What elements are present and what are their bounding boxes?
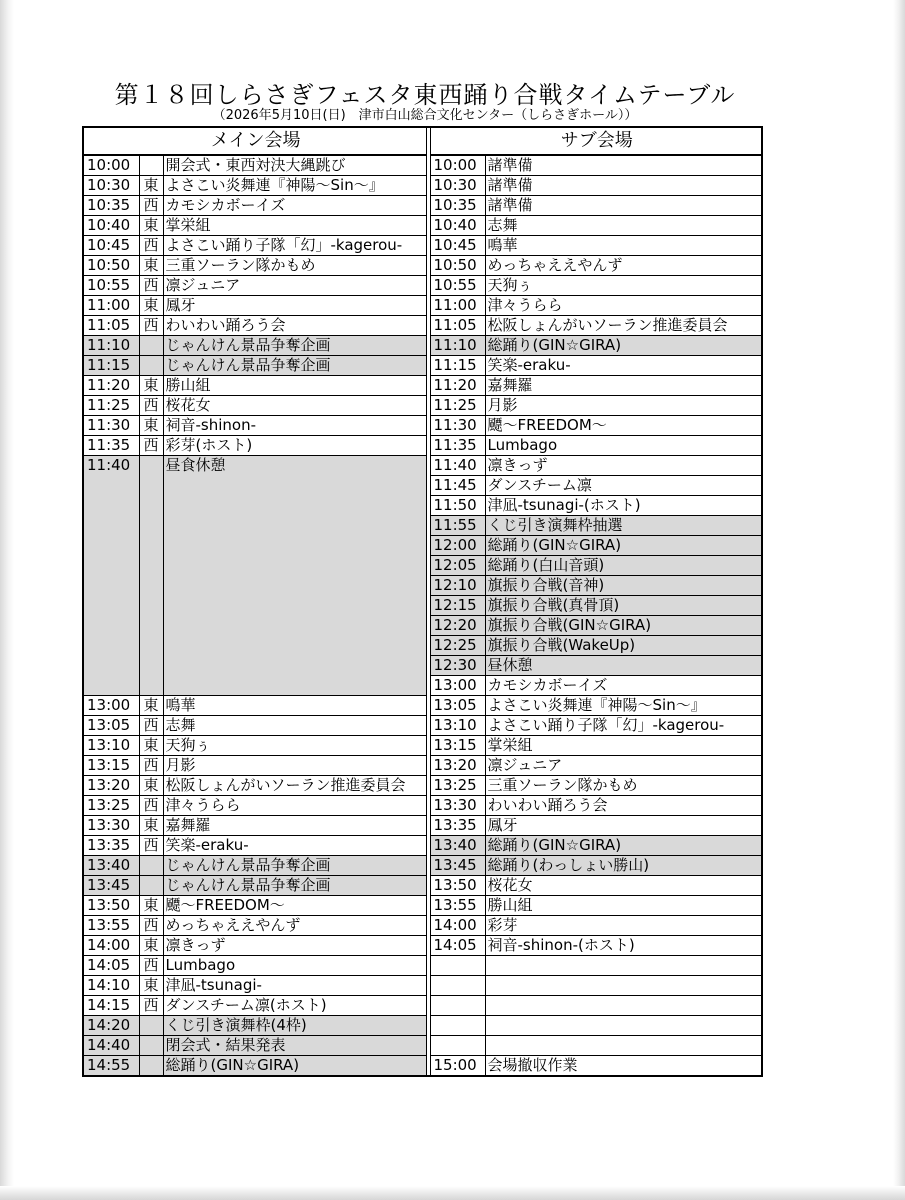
main-performer: 天狗ぅ xyxy=(163,736,426,756)
main-time: 10:40 xyxy=(83,216,139,236)
main-side: 西 xyxy=(139,396,163,416)
sub-performer: 旗振り合戦(音神) xyxy=(485,576,762,596)
main-venue-header: メイン会場 xyxy=(83,127,426,155)
sub-performer: Lumbago xyxy=(485,436,762,456)
main-side: 西 xyxy=(139,756,163,776)
sub-time: 13:30 xyxy=(430,796,485,816)
sub-performer: カモシカボーイズ xyxy=(485,676,762,696)
main-side: 東 xyxy=(139,696,163,716)
main-performer: くじ引き演舞枠(4枠) xyxy=(163,1016,426,1036)
main-time: 13:00 xyxy=(83,696,139,716)
sub-performer: 諸準備 xyxy=(485,176,762,196)
main-side xyxy=(139,456,163,696)
main-side: 東 xyxy=(139,256,163,276)
main-performer: めっちゃええやんず xyxy=(163,916,426,936)
table-row xyxy=(83,736,762,756)
main-performer: じゃんけん景品争奪企画 xyxy=(163,876,426,896)
main-time: 13:35 xyxy=(83,836,139,856)
sub-performer xyxy=(485,976,762,996)
sub-time: 13:45 xyxy=(430,856,485,876)
table-row xyxy=(83,956,762,976)
sub-performer: 天狗ぅ xyxy=(485,276,762,296)
sub-time: 11:55 xyxy=(430,516,485,536)
table-row xyxy=(83,176,762,196)
sub-time: 13:20 xyxy=(430,756,485,776)
sub-performer: 総踊り(GIN☆GIRA) xyxy=(485,336,762,356)
sub-time: 13:55 xyxy=(430,896,485,916)
table-row xyxy=(83,916,762,936)
main-time: 11:25 xyxy=(83,396,139,416)
sub-performer: 祠音-shinon-(ホスト) xyxy=(485,936,762,956)
main-time: 10:55 xyxy=(83,276,139,296)
main-side: 東 xyxy=(139,176,163,196)
main-performer: 志舞 xyxy=(163,716,426,736)
sub-time: 13:50 xyxy=(430,876,485,896)
sub-time: 10:55 xyxy=(430,276,485,296)
main-time: 11:15 xyxy=(83,356,139,376)
main-performer: カモシカボーイズ xyxy=(163,196,426,216)
sub-performer: 鳳牙 xyxy=(485,816,762,836)
main-performer: 月影 xyxy=(163,756,426,776)
sub-performer: 志舞 xyxy=(485,216,762,236)
sub-time: 13:10 xyxy=(430,716,485,736)
main-side: 東 xyxy=(139,936,163,956)
main-side: 東 xyxy=(139,216,163,236)
main-side xyxy=(139,356,163,376)
table-row xyxy=(83,756,762,776)
main-performer: 彩芽(ホスト) xyxy=(163,436,426,456)
sub-time: 11:30 xyxy=(430,416,485,436)
table-row xyxy=(83,1036,762,1056)
sub-performer: 桜花女 xyxy=(485,876,762,896)
main-side xyxy=(139,1036,163,1056)
sub-performer: 昼休憩 xyxy=(485,656,762,676)
sub-time: 11:05 xyxy=(430,316,485,336)
sub-time: 12:25 xyxy=(430,636,485,656)
sub-performer: よさこい踊り子隊「幻」-kagerou- xyxy=(485,716,762,736)
main-time: 13:15 xyxy=(83,756,139,776)
main-side xyxy=(139,1016,163,1036)
sub-venue-header: サブ会場 xyxy=(430,127,762,155)
main-side: 西 xyxy=(139,316,163,336)
main-time: 13:55 xyxy=(83,916,139,936)
main-performer: 総踊り(GIN☆GIRA) xyxy=(163,1056,426,1077)
main-side: 東 xyxy=(139,416,163,436)
sub-performer: 凛きっず xyxy=(485,456,762,476)
sub-performer: 総踊り(GIN☆GIRA) xyxy=(485,536,762,556)
sub-performer: 諸準備 xyxy=(485,155,762,176)
sub-time: 11:25 xyxy=(430,396,485,416)
sub-time: 13:00 xyxy=(430,676,485,696)
main-time: 13:50 xyxy=(83,896,139,916)
table-row xyxy=(83,276,762,296)
sub-performer: よさこい炎舞連『神陽～Sin～』 xyxy=(485,696,762,716)
main-performer: 津々うらら xyxy=(163,796,426,816)
main-time: 11:40 xyxy=(83,456,139,696)
table-row xyxy=(83,216,762,236)
sub-time: 10:45 xyxy=(430,236,485,256)
sub-performer: 掌栄組 xyxy=(485,736,762,756)
sub-time: 12:05 xyxy=(430,556,485,576)
main-performer: わいわい踊ろう会 xyxy=(163,316,426,336)
main-side xyxy=(139,1056,163,1077)
main-time: 14:00 xyxy=(83,936,139,956)
main-performer: 三重ソーラン隊かもめ xyxy=(163,256,426,276)
table-row xyxy=(83,236,762,256)
table-row xyxy=(83,896,762,916)
main-time: 14:40 xyxy=(83,1036,139,1056)
sub-time: 13:15 xyxy=(430,736,485,756)
table-row xyxy=(83,436,762,456)
table-row xyxy=(83,396,762,416)
main-side xyxy=(139,856,163,876)
table-row xyxy=(83,936,762,956)
main-side: 東 xyxy=(139,816,163,836)
table-row xyxy=(83,1016,762,1036)
sub-time: 10:40 xyxy=(430,216,485,236)
sub-time: 11:15 xyxy=(430,356,485,376)
main-time: 13:25 xyxy=(83,796,139,816)
main-time: 10:50 xyxy=(83,256,139,276)
sub-performer: 松阪しょんがいソーラン推進委員会 xyxy=(485,316,762,336)
sub-performer: 凛ジュニア xyxy=(485,756,762,776)
sub-time xyxy=(430,976,485,996)
sub-time: 13:05 xyxy=(430,696,485,716)
page-subtitle: （2026年5月10日(日) 津市白山総合文化センター（しらさぎホール）） xyxy=(212,108,638,123)
sub-performer: くじ引き演舞枠抽選 xyxy=(485,516,762,536)
sub-performer: 総踊り(白山音頭) xyxy=(485,556,762,576)
main-performer: 凛ジュニア xyxy=(163,276,426,296)
sub-performer xyxy=(485,996,762,1016)
main-side: 西 xyxy=(139,836,163,856)
sub-performer xyxy=(485,1036,762,1056)
sub-time: 12:30 xyxy=(430,656,485,676)
table-row xyxy=(83,316,762,336)
main-performer: 祠音-shinon- xyxy=(163,416,426,436)
table-row xyxy=(83,256,762,276)
main-performer: 津凪-tsunagi- xyxy=(163,976,426,996)
sub-performer: 飃～FREEDOM～ xyxy=(485,416,762,436)
sub-time: 12:20 xyxy=(430,616,485,636)
sub-time: 11:20 xyxy=(430,376,485,396)
sub-time: 12:10 xyxy=(430,576,485,596)
sub-performer: 三重ソーラン隊かもめ xyxy=(485,776,762,796)
main-time: 10:30 xyxy=(83,176,139,196)
sub-time: 14:05 xyxy=(430,936,485,956)
sub-performer: わいわい踊ろう会 xyxy=(485,796,762,816)
sub-time: 14:00 xyxy=(430,916,485,936)
main-side: 西 xyxy=(139,956,163,976)
sub-performer: 会場撤収作業 xyxy=(485,1056,762,1077)
sub-performer: 勝山組 xyxy=(485,896,762,916)
main-side: 東 xyxy=(139,736,163,756)
main-side: 西 xyxy=(139,436,163,456)
sub-performer: 鳴華 xyxy=(485,236,762,256)
sub-performer: ダンスチーム凛 xyxy=(485,476,762,496)
main-time: 13:10 xyxy=(83,736,139,756)
sub-time: 15:00 xyxy=(430,1056,485,1077)
main-time: 14:20 xyxy=(83,1016,139,1036)
main-time: 14:05 xyxy=(83,956,139,976)
sub-time: 11:50 xyxy=(430,496,485,516)
sub-performer: 月影 xyxy=(485,396,762,416)
table-row xyxy=(83,155,762,176)
main-side: 西 xyxy=(139,276,163,296)
table-row xyxy=(83,196,762,216)
table-row xyxy=(83,836,762,856)
main-side: 西 xyxy=(139,996,163,1016)
main-time: 13:40 xyxy=(83,856,139,876)
main-side: 東 xyxy=(139,896,163,916)
main-performer: 鳳牙 xyxy=(163,296,426,316)
table-row xyxy=(83,336,762,356)
main-performer: じゃんけん景品争奪企画 xyxy=(163,336,426,356)
main-time: 10:00 xyxy=(83,155,139,176)
table-row xyxy=(83,696,762,716)
sub-performer: 彩芽 xyxy=(485,916,762,936)
sub-performer: めっちゃええやんず xyxy=(485,256,762,276)
table-row xyxy=(83,716,762,736)
sub-time: 10:00 xyxy=(430,155,485,176)
main-time: 14:15 xyxy=(83,996,139,1016)
sub-performer xyxy=(485,956,762,976)
sub-time: 11:35 xyxy=(430,436,485,456)
sub-time xyxy=(430,1036,485,1056)
main-time: 13:45 xyxy=(83,876,139,896)
main-performer: ダンスチーム凛(ホスト) xyxy=(163,996,426,1016)
sub-time: 11:00 xyxy=(430,296,485,316)
table-row xyxy=(83,1056,762,1077)
sub-performer: 旗振り合戦(WakeUp) xyxy=(485,636,762,656)
main-performer: 掌栄組 xyxy=(163,216,426,236)
sub-performer: 旗振り合戦(GIN☆GIRA) xyxy=(485,616,762,636)
table-row xyxy=(83,776,762,796)
sub-performer xyxy=(485,1016,762,1036)
sub-time: 12:15 xyxy=(430,596,485,616)
sub-time: 10:35 xyxy=(430,196,485,216)
timetable xyxy=(82,126,763,1077)
main-performer: 飃～FREEDOM～ xyxy=(163,896,426,916)
main-side: 東 xyxy=(139,776,163,796)
sub-time: 11:40 xyxy=(430,456,485,476)
table-row xyxy=(83,856,762,876)
main-time: 11:00 xyxy=(83,296,139,316)
main-side: 西 xyxy=(139,796,163,816)
main-time: 11:10 xyxy=(83,336,139,356)
main-performer: 鳴華 xyxy=(163,696,426,716)
sub-time xyxy=(430,1016,485,1036)
sub-time: 13:40 xyxy=(430,836,485,856)
main-side xyxy=(139,155,163,176)
main-performer: よさこい踊り子隊「幻」-kagerou- xyxy=(163,236,426,256)
sub-time: 10:30 xyxy=(430,176,485,196)
main-performer: 勝山組 xyxy=(163,376,426,396)
main-performer: じゃんけん景品争奪企画 xyxy=(163,856,426,876)
main-side: 西 xyxy=(139,196,163,216)
sub-performer: 諸準備 xyxy=(485,196,762,216)
main-performer: じゃんけん景品争奪企画 xyxy=(163,356,426,376)
main-performer: 嘉舞羅 xyxy=(163,816,426,836)
table-row xyxy=(83,876,762,896)
main-performer: Lumbago xyxy=(163,956,426,976)
main-performer: 閉会式・結果発表 xyxy=(163,1036,426,1056)
main-time: 11:30 xyxy=(83,416,139,436)
main-time: 10:45 xyxy=(83,236,139,256)
main-side: 西 xyxy=(139,716,163,736)
page-shadow-right xyxy=(893,0,905,1200)
sub-performer: 津凪-tsunagi-(ホスト) xyxy=(485,496,762,516)
main-side xyxy=(139,336,163,356)
sub-performer: 総踊り(GIN☆GIRA) xyxy=(485,836,762,856)
sub-time: 11:10 xyxy=(430,336,485,356)
sub-time xyxy=(430,956,485,976)
main-time: 13:20 xyxy=(83,776,139,796)
main-time: 10:35 xyxy=(83,196,139,216)
sub-performer: 旗振り合戦(真骨頂) xyxy=(485,596,762,616)
main-side: 西 xyxy=(139,236,163,256)
main-side: 東 xyxy=(139,976,163,996)
main-performer: 凛きっず xyxy=(163,936,426,956)
main-performer: 笑楽-eraku- xyxy=(163,836,426,856)
sub-performer: 嘉舞羅 xyxy=(485,376,762,396)
main-time: 11:35 xyxy=(83,436,139,456)
main-side: 東 xyxy=(139,376,163,396)
main-time: 14:55 xyxy=(83,1056,139,1077)
main-side: 西 xyxy=(139,916,163,936)
table-row xyxy=(83,376,762,396)
main-performer: 松阪しょんがいソーラン推進委員会 xyxy=(163,776,426,796)
main-time: 11:05 xyxy=(83,316,139,336)
main-performer: 昼食休憩 xyxy=(163,456,426,696)
main-side xyxy=(139,876,163,896)
main-time: 14:10 xyxy=(83,976,139,996)
sub-time xyxy=(430,996,485,1016)
table-row xyxy=(83,356,762,376)
table-row xyxy=(83,796,762,816)
table-row xyxy=(83,996,762,1016)
table-row xyxy=(83,296,762,316)
main-time: 13:05 xyxy=(83,716,139,736)
main-time: 13:30 xyxy=(83,816,139,836)
sub-performer: 総踊り(わっしょい勝山) xyxy=(485,856,762,876)
sub-time: 12:00 xyxy=(430,536,485,556)
sub-time: 11:45 xyxy=(430,476,485,496)
main-side: 東 xyxy=(139,296,163,316)
page-shadow-bottom xyxy=(0,1186,905,1200)
header-row xyxy=(83,127,762,155)
table-row xyxy=(83,456,762,476)
main-time: 11:20 xyxy=(83,376,139,396)
table-row xyxy=(83,816,762,836)
sub-time: 13:35 xyxy=(430,816,485,836)
main-performer: よさこい炎舞連『神陽～Sin～』 xyxy=(163,176,426,196)
sub-performer: 笑楽-eraku- xyxy=(485,356,762,376)
table-row xyxy=(83,416,762,436)
sub-time: 10:50 xyxy=(430,256,485,276)
page-shadow-left xyxy=(0,0,14,1200)
main-performer: 開会式・東西対決大縄跳び xyxy=(163,155,426,176)
main-performer: 桜花女 xyxy=(163,396,426,416)
sub-time: 13:25 xyxy=(430,776,485,796)
sub-performer: 津々うらら xyxy=(485,296,762,316)
table-row xyxy=(83,976,762,996)
page-title: 第１８回しらさぎフェスタ東西踊り合戦タイムテーブル xyxy=(114,81,736,109)
